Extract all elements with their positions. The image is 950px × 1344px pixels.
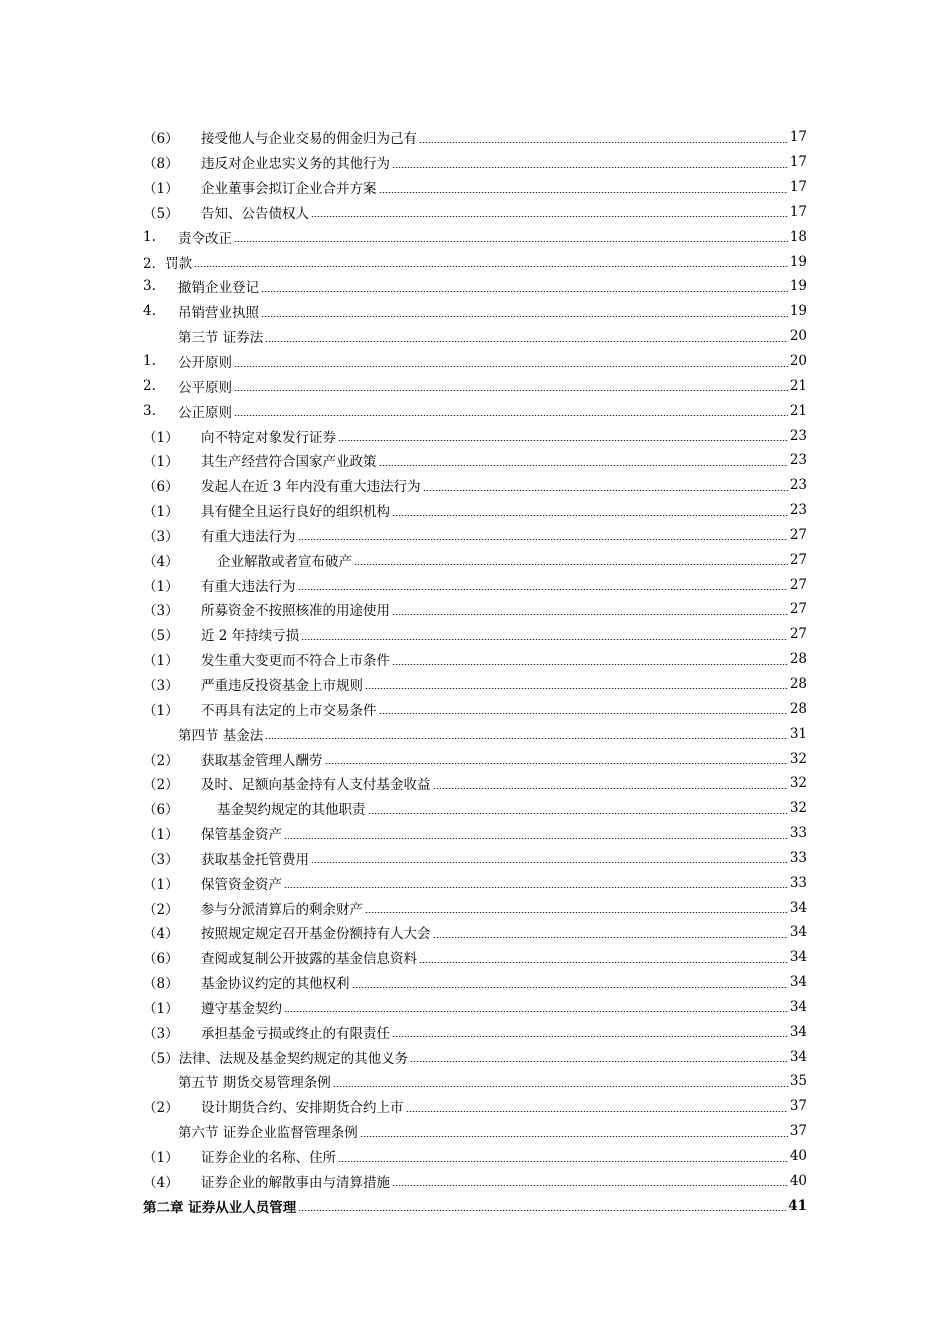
toc-entry[interactable] — [143, 324, 807, 349]
toc-entry-number: （1） — [143, 429, 179, 446]
dot-leader — [392, 1036, 788, 1037]
toc-entry-title: 吊销营业执照 — [178, 305, 259, 322]
toc-entry[interactable] — [143, 895, 807, 920]
toc-entry-title: 发生重大变更而不符合上市条件 — [201, 653, 390, 670]
toc-entry-title: 企业解散或者宣布破产 — [217, 553, 352, 570]
toc-entry-number: （6） — [143, 479, 179, 496]
toc-entry[interactable] — [143, 200, 807, 225]
toc-entry-number: （4） — [143, 1174, 179, 1191]
toc-entry-number: 4. — [143, 303, 156, 320]
toc-entry[interactable] — [143, 1094, 807, 1119]
toc-entry-number: 3. — [143, 278, 156, 295]
toc-entry-page-number: 27 — [789, 601, 807, 618]
toc-entry-page-number: 28 — [789, 700, 807, 717]
toc-entry-title: 第三节 证券法 — [178, 330, 264, 347]
toc-entry-number: （1） — [143, 181, 179, 198]
toc-entry-page-number: 27 — [789, 526, 807, 543]
dot-leader — [419, 142, 788, 143]
dot-leader — [360, 1136, 788, 1137]
toc-entry-page-number: 34 — [789, 1048, 807, 1065]
toc-entry-number: （3） — [143, 851, 179, 868]
toc-entry[interactable] — [143, 299, 807, 324]
dot-leader — [433, 788, 788, 789]
toc-entry[interactable] — [143, 1144, 807, 1169]
toc-entry[interactable] — [143, 622, 807, 647]
toc-entry[interactable] — [143, 373, 807, 398]
toc-entry-number: （2） — [143, 777, 179, 794]
toc-entry-number: （1） — [143, 876, 179, 893]
dot-leader — [352, 987, 788, 988]
toc-entry-page-number: 34 — [789, 1023, 807, 1040]
toc-entry-page-number: 34 — [789, 924, 807, 941]
toc-entry-title: 其生产经营符合国家产业政策 — [201, 454, 377, 471]
toc-entry-page-number: 17 — [789, 203, 807, 220]
toc-entry-title: 基金协议约定的其他权利 — [201, 976, 350, 993]
toc-entry-title: 告知、公告债权人 — [201, 205, 309, 222]
toc-entry-page-number: 17 — [789, 179, 807, 196]
dot-leader — [338, 1161, 788, 1162]
dot-leader — [379, 192, 788, 193]
dot-leader — [433, 937, 788, 938]
dot-leader — [234, 241, 788, 242]
dot-leader — [410, 1061, 788, 1062]
toc-entry-title: 具有健全且运行良好的组织机构 — [201, 504, 390, 521]
toc-entry-page-number: 41 — [788, 1197, 807, 1214]
toc-entry-title: 公开原则 — [178, 355, 232, 372]
toc-entry-number: （1） — [143, 1000, 179, 1017]
dot-leader — [311, 862, 788, 863]
toc-entry-page-number: 32 — [789, 800, 807, 817]
toc-entry-title: 遵守基金契约 — [201, 1000, 282, 1017]
toc-entry-number: 1. — [143, 353, 156, 370]
toc-entry-page-number: 27 — [789, 576, 807, 593]
dot-leader — [365, 688, 788, 689]
toc-entry-page-number: 20 — [789, 353, 807, 370]
toc-entry[interactable] — [143, 647, 807, 672]
dot-leader — [298, 589, 788, 590]
toc-entry[interactable] — [143, 423, 807, 448]
dot-leader — [234, 390, 788, 391]
dot-leader — [298, 539, 788, 540]
dot-leader — [365, 912, 788, 913]
dot-leader — [265, 738, 788, 739]
toc-entry[interactable] — [143, 945, 807, 970]
dot-leader — [392, 664, 788, 665]
toc-entry-number: （1） — [143, 827, 179, 844]
toc-entry[interactable] — [143, 398, 807, 423]
toc-entry-title: 发起人在近 3 年内没有重大违法行为 — [201, 479, 421, 496]
toc-entry-number: （1） — [143, 454, 179, 471]
toc-entry-title: 违反对企业忠实义务的其他行为 — [201, 156, 390, 173]
toc-entry[interactable] — [143, 796, 807, 821]
toc-entry[interactable] — [143, 696, 807, 721]
toc-entry-title: 接受他人与企业交易的佣金归为己有 — [201, 131, 417, 148]
toc-entry-number: （8） — [143, 156, 179, 173]
toc-entry-number: （1） — [143, 702, 179, 719]
dot-leader — [368, 813, 788, 814]
toc-entry[interactable] — [143, 224, 807, 249]
toc-entry-page-number: 33 — [789, 874, 807, 891]
toc-entry-page-number: 27 — [789, 626, 807, 643]
toc-entry-title: 承担基金亏损或终止的有限责任 — [201, 1025, 390, 1042]
toc-entry-number: 3. — [143, 402, 156, 419]
toc-entry-number: （1） — [143, 653, 179, 670]
toc-entry-page-number: 19 — [789, 303, 807, 320]
toc-entry-page-number: 34 — [789, 974, 807, 991]
toc-entry-title: （5）法律、法规及基金契约规定的其他义务 — [143, 1050, 409, 1067]
toc-entry[interactable] — [143, 721, 807, 746]
dot-leader — [423, 490, 788, 491]
toc-entry-title: 证券企业的解散事由与清算措施 — [201, 1174, 390, 1191]
toc-entry-page-number: 32 — [789, 750, 807, 767]
dot-leader — [333, 1086, 788, 1087]
toc-entry-title: 不再具有法定的上市交易条件 — [201, 702, 377, 719]
dot-leader — [234, 366, 788, 367]
toc-entry-number: 1. — [143, 228, 156, 245]
dot-leader — [419, 962, 788, 963]
toc-entry-title: 及时、足额向基金持有人支付基金收益 — [201, 777, 431, 794]
toc-entry-page-number: 33 — [789, 849, 807, 866]
toc-entry-page-number: 34 — [789, 949, 807, 966]
toc-entry-page-number: 20 — [789, 328, 807, 345]
toc-entry-title: 企业董事会拟订企业合并方案 — [201, 181, 377, 198]
toc-entry[interactable] — [143, 175, 807, 200]
toc-entry-title: 基金契约规定的其他职责 — [217, 802, 366, 819]
toc-entry[interactable] — [143, 125, 807, 150]
toc-entry-title: 第六节 证券企业监督管理条例 — [178, 1125, 358, 1142]
toc-entry[interactable] — [143, 274, 807, 299]
toc-entry[interactable] — [143, 1119, 807, 1144]
toc-entry-page-number: 40 — [789, 1172, 807, 1189]
toc-entry-page-number: 37 — [789, 1098, 807, 1115]
toc-entry-number: 2. — [143, 377, 156, 394]
toc-entry-page-number: 21 — [789, 402, 807, 419]
toc-entry-number: （3） — [143, 528, 179, 545]
toc-entry-title: 证券企业的名称、住所 — [201, 1150, 336, 1167]
toc-entry-number: （3） — [143, 1025, 179, 1042]
toc-entry[interactable] — [143, 249, 807, 274]
dot-leader — [392, 1185, 788, 1186]
dot-leader — [392, 167, 788, 168]
dot-leader — [379, 713, 788, 714]
toc-entry[interactable] — [143, 547, 807, 572]
toc-entry-title: 公正原则 — [178, 404, 232, 421]
toc-entry-number: （6） — [143, 131, 179, 148]
table-of-contents — [143, 125, 807, 1218]
toc-entry-page-number: 17 — [789, 154, 807, 171]
toc-entry-title: 向不特定对象发行证券 — [201, 429, 336, 446]
dot-leader — [379, 465, 788, 466]
dot-leader — [265, 341, 788, 342]
toc-entry-title: 公平原则 — [178, 379, 232, 396]
dot-leader — [284, 838, 788, 839]
toc-entry-title: 设计期货合约、安排期货合约上市 — [201, 1100, 404, 1117]
toc-entry-page-number: 19 — [789, 278, 807, 295]
toc-entry-page-number: 28 — [789, 675, 807, 692]
toc-entry-page-number: 23 — [789, 477, 807, 494]
toc-entry[interactable] — [143, 1044, 807, 1069]
toc-entry-page-number: 32 — [789, 775, 807, 792]
toc-entry[interactable] — [143, 870, 807, 895]
toc-entry-title: 查阅或复制公开披露的基金信息资料 — [201, 951, 417, 968]
toc-entry-number: （1） — [143, 578, 179, 595]
toc-entry-title: 第四节 基金法 — [178, 727, 264, 744]
toc-entry-page-number: 18 — [789, 228, 807, 245]
toc-entry-title: 保管基金资产 — [201, 827, 282, 844]
toc-entry[interactable] — [143, 597, 807, 622]
toc-entry[interactable] — [143, 1168, 807, 1193]
toc-entry-title: 按照规定规定召开基金份额持有人大会 — [201, 926, 431, 943]
toc-entry-title: 保管资金资产 — [201, 876, 282, 893]
dot-leader — [261, 316, 788, 317]
dot-leader — [406, 1111, 788, 1112]
toc-entry[interactable] — [143, 1193, 807, 1218]
toc-entry-title: 有重大违法行为 — [201, 528, 296, 545]
toc-entry-title: 严重违反投资基金上市规则 — [201, 677, 363, 694]
toc-entry[interactable] — [143, 672, 807, 697]
toc-entry-page-number: 19 — [789, 253, 807, 270]
toc-entry-number: （3） — [143, 677, 179, 694]
toc-entry[interactable] — [143, 498, 807, 523]
toc-entry-title: 责令改正 — [178, 230, 232, 247]
dot-leader — [194, 266, 788, 267]
toc-entry-page-number: 34 — [789, 998, 807, 1015]
toc-entry[interactable] — [143, 1069, 807, 1094]
toc-entry-page-number: 28 — [789, 651, 807, 668]
toc-entry-title: 参与分派清算后的剩余财产 — [201, 901, 363, 918]
toc-entry-number: （2） — [143, 901, 179, 918]
toc-entry[interactable] — [143, 349, 807, 374]
toc-entry[interactable] — [143, 448, 807, 473]
toc-entry-number: （5） — [143, 205, 179, 222]
toc-entry[interactable] — [143, 970, 807, 995]
dot-leader — [338, 440, 788, 441]
toc-entry-number: （6） — [143, 802, 179, 819]
toc-entry[interactable] — [143, 845, 807, 870]
toc-entry-page-number: 23 — [789, 502, 807, 519]
toc-entry-page-number: 17 — [789, 129, 807, 146]
dot-leader — [311, 216, 788, 217]
toc-entry-page-number: 35 — [789, 1073, 807, 1090]
toc-entry[interactable] — [143, 523, 807, 548]
dot-leader — [354, 564, 788, 565]
toc-entry-page-number: 33 — [789, 825, 807, 842]
dot-leader — [325, 763, 788, 764]
toc-entry-title: 获取基金托管费用 — [201, 851, 309, 868]
toc-entry-number: （6） — [143, 951, 179, 968]
dot-leader — [261, 291, 788, 292]
toc-entry-title: 近 2 年持续亏损 — [201, 628, 300, 645]
toc-entry-page-number: 23 — [789, 427, 807, 444]
toc-entry[interactable] — [143, 746, 807, 771]
dot-leader — [392, 614, 788, 615]
toc-entry-page-number: 21 — [789, 377, 807, 394]
toc-entry-number: （5） — [143, 628, 179, 645]
toc-entry-title: 有重大违法行为 — [201, 578, 296, 595]
toc-entry-number: （1） — [143, 1150, 179, 1167]
toc-entry-title: 所募资金不按照核准的用途使用 — [201, 603, 390, 620]
dot-leader — [234, 415, 788, 416]
toc-entry[interactable] — [143, 771, 807, 796]
toc-entry-title: 获取基金管理人酬劳 — [201, 752, 323, 769]
toc-entry-number: （3） — [143, 603, 179, 620]
dot-leader — [284, 887, 788, 888]
toc-entry-title: 撤销企业登记 — [178, 280, 259, 297]
toc-entry[interactable] — [143, 150, 807, 175]
toc-entry-title: 第五节 期货交易管理条例 — [178, 1075, 331, 1092]
toc-entry-page-number: 40 — [789, 1148, 807, 1165]
toc-entry-title: 2．罚款 — [143, 255, 193, 272]
toc-entry-title: 第二章 证券从业人员管理 — [143, 1199, 297, 1216]
toc-entry-page-number: 34 — [789, 899, 807, 916]
toc-entry-page-number: 23 — [789, 452, 807, 469]
toc-entry-page-number: 31 — [789, 725, 807, 742]
dot-leader — [392, 515, 788, 516]
toc-entry-number: （8） — [143, 976, 179, 993]
toc-entry[interactable] — [143, 1019, 807, 1044]
dot-leader — [298, 1210, 786, 1211]
dot-leader — [301, 639, 788, 640]
toc-entry[interactable] — [143, 995, 807, 1020]
toc-entry[interactable] — [143, 821, 807, 846]
toc-entry-number: （4） — [143, 926, 179, 943]
toc-entry[interactable] — [143, 473, 807, 498]
toc-entry[interactable] — [143, 920, 807, 945]
toc-entry-page-number: 37 — [789, 1123, 807, 1140]
toc-entry[interactable] — [143, 572, 807, 597]
toc-entry-number: （2） — [143, 1100, 179, 1117]
toc-entry-page-number: 27 — [789, 551, 807, 568]
toc-entry-number: （2） — [143, 752, 179, 769]
toc-entry-number: （1） — [143, 504, 179, 521]
toc-entry-number: （4） — [143, 553, 179, 570]
dot-leader — [284, 1011, 788, 1012]
